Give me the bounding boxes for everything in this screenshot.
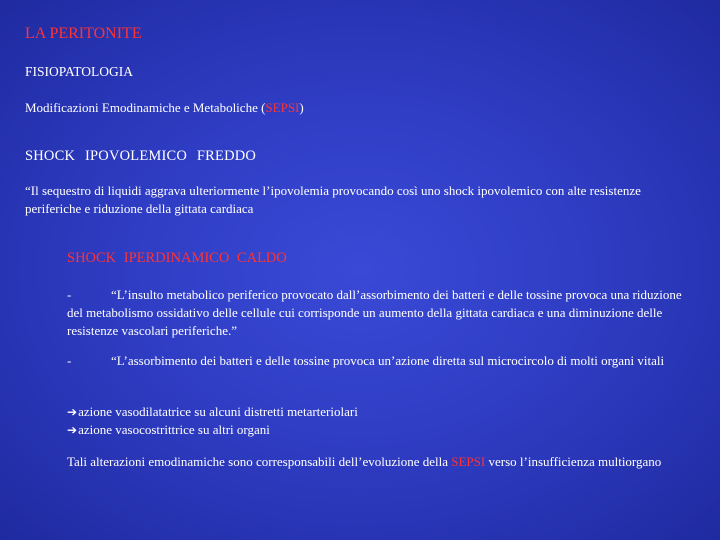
bullet-dash: - (67, 287, 72, 302)
arrow-item-vasocostrittrice (67, 421, 270, 439)
bullet-insulto (67, 286, 697, 340)
sequestro-paragraph: “Il sequestro di liquidi aggrava ulteriormente l’ipovolemia provocando così uno shock ipovolemico con alte resistenze periferiche e riduzione della gittata cardiaca (25, 183, 641, 216)
bullet-dash: - (67, 353, 72, 368)
modifications-close: ) (299, 100, 304, 115)
conclusion-text: Tali alterazioni emodinamiche sono corresponsabili dell’evoluzione della (67, 454, 452, 469)
arrow-right-icon: ➔ (67, 405, 78, 419)
arrow-item-vasodilatatrice (67, 403, 358, 421)
conclusion-paragraph (67, 453, 697, 471)
bullet-assorbimento-text: “L’assorbimento dei batteri e delle tossine provoca un’azione diretta sul microcircolo di molti organi vitali (111, 353, 665, 368)
shock-caldo-heading: SHOCK IPERDINAMICO CALDO (67, 250, 287, 266)
modifications-heading (25, 100, 304, 116)
modifications-text: Modificazioni Emodinamiche e Metaboliche ( (25, 100, 266, 115)
conclusion-text-end: verso l’insufficienza multiorgano (485, 454, 662, 469)
bullet-assorbimento (67, 352, 697, 370)
bullet-insulto-text: “L’insulto metabolico periferico provocato dall’assorbimento dei batteri e delle tossine provoca una riduzione del metabolismo ossidativo delle cellule cui corrisponde un aumento della gittata cardiaca e una diminuzione delle resistenze vascolari periferiche.” (67, 287, 682, 338)
arrow-item-text: azione vasodilatatrice su alcuni distretti metarteriolari (78, 404, 358, 419)
slide-title: LA PERITONITE (25, 25, 142, 42)
shock-freddo-heading: SHOCK IPOVOLEMICO FREDDO (25, 148, 257, 164)
arrow-right-icon: ➔ (67, 423, 78, 437)
sepsi-highlight: SEPSI (265, 100, 300, 115)
sepsi-highlight: SEPSI (451, 454, 486, 469)
slide-subtitle: FISIOPATOLOGIA (25, 64, 134, 79)
arrow-item-text: azione vasocostrittrice su altri organi (78, 422, 270, 437)
